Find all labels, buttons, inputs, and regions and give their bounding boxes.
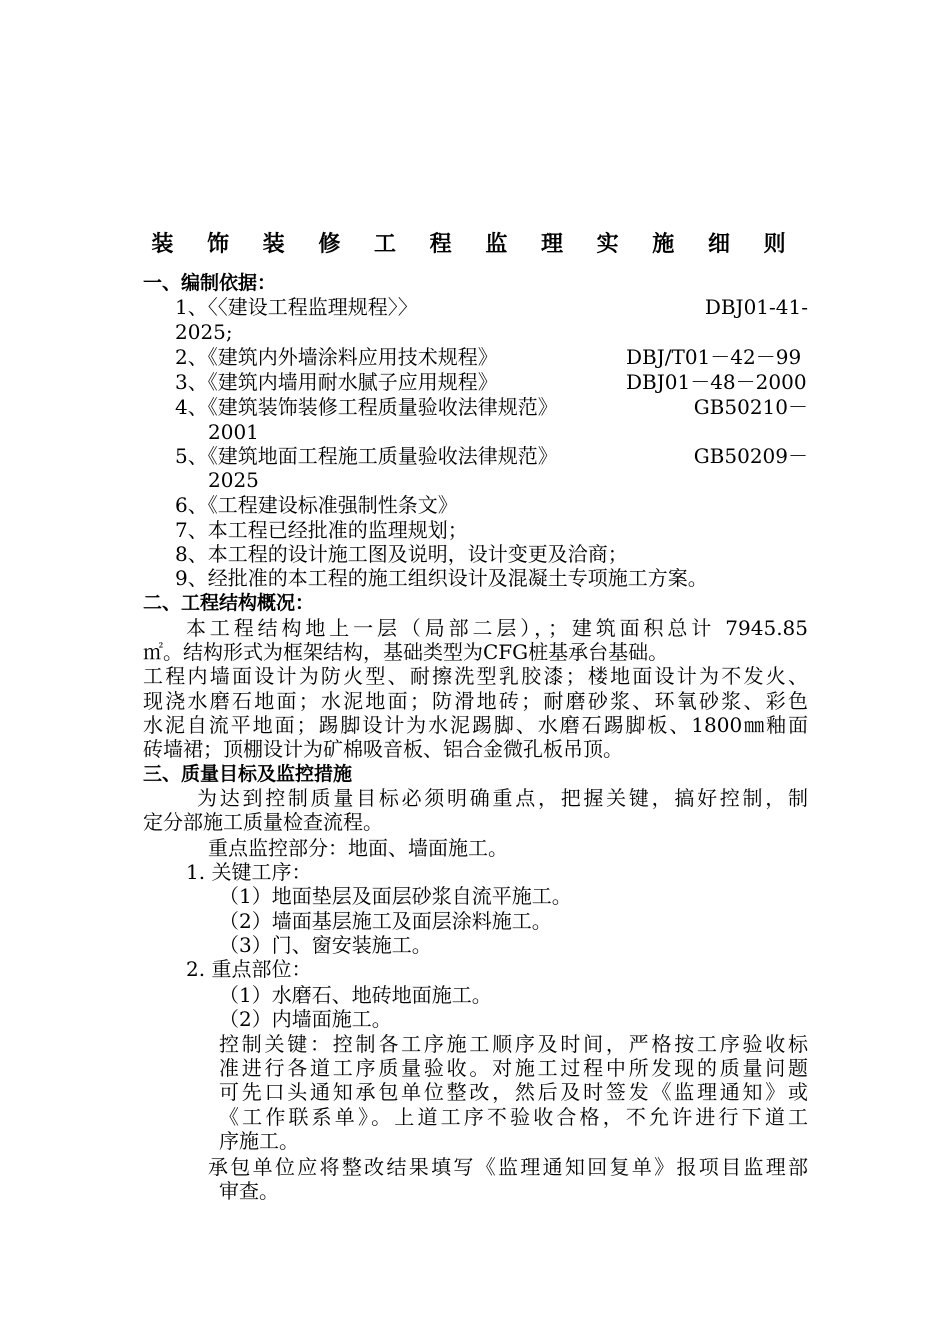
basis-item-5-code: GB50209－ [693, 444, 808, 468]
control-line-4: 《工作联系单》。上道工序不验收合格，不允许进行下道工 [219, 1105, 808, 1129]
overview-line-5: 水泥自流平地面；踢脚设计为水泥踢脚、水磨石踢脚板、1800㎜釉面 [143, 713, 808, 737]
overview-line-4: 现浇水磨石地面；水泥地面；防滑地砖；耐磨砂浆、环氧砂浆、彩色 [143, 689, 808, 713]
overview-line-1: 本工程结构地上一层（局部二层），；建筑面积总计 7945.85 [186, 616, 808, 640]
document-title: 装 饰 装 修 工 程 监 理 实 施 细 则 [151, 232, 799, 257]
key-process-item-3: （3）门、窗安装施工。 [219, 933, 432, 957]
key-process-item-2: （2）墙面基层施工及面层涂料施工。 [219, 909, 552, 933]
basis-item-3-code: DBJ01－48－2000 [626, 370, 807, 394]
key-process-item-1: （1）地面垫层及面层砂浆自流平施工。 [219, 884, 572, 908]
basis-item-1-code: DBJ01-41- [704, 295, 808, 319]
key-parts-item-2: （2）内墙面施工。 [219, 1007, 392, 1031]
key-process-label: 1. 关键工序： [186, 860, 312, 884]
basis-item-4-code: GB50210－ [693, 395, 808, 419]
control-line-2: 准进行各道工序质量验收。对施工过程中所发现的质量问题 [219, 1056, 808, 1080]
basis-item-1-cont: 2025; [175, 320, 233, 344]
key-parts-label: 2. 重点部位： [186, 957, 312, 981]
section-heading-overview: 二、工程结构概况： [143, 592, 315, 614]
section-heading-quality: 三、质量目标及监控措施 [143, 763, 353, 785]
control-line-1: 控制关键：控制各工序施工顺序及时间，严格按工序验收标 [219, 1032, 808, 1056]
basis-item-2-code: DBJ/T01－42－99 [626, 345, 802, 369]
basis-item-5-cont: 2025 [208, 468, 259, 492]
basis-item-7: 7、本工程已经批准的监理规划； [175, 518, 468, 542]
basis-item-4-cont: 2001 [208, 420, 259, 444]
key-parts-item-1: （1）水磨石、地砖地面施工。 [219, 983, 492, 1007]
basis-item-4: 4、《建筑装饰装修工程质量验收法律规范》 [175, 395, 558, 419]
reply-line-2: 审查。 [219, 1179, 279, 1203]
overview-line-6: 砖墙裙；顶棚设计为矿棉吸音板、铝合金微孔板吊顶。 [143, 737, 623, 761]
basis-item-1: 1、〈〈建设工程监理规程〉〉 [175, 295, 418, 319]
basis-item-5: 5、《建筑地面工程施工质量验收法律规范》 [175, 444, 558, 468]
section-heading-basis: 一、编制依据： [143, 272, 277, 294]
quality-intro-line-1: 为达到控制质量目标必须明确重点，把握关键，搞好控制，制 [197, 786, 808, 810]
basis-item-9: 9、经批准的本工程的施工组织设计及混凝土专项施工方案。 [175, 566, 708, 590]
basis-item-3: 3、《建筑内墙用耐水腻子应用规程》 [175, 370, 498, 394]
quality-intro-line-2: 定分部施工质量检查流程。 [143, 810, 383, 834]
control-line-3: 可先口头通知承包单位整改，然后及时签发《监理通知》或 [219, 1080, 808, 1104]
basis-item-2: 2、《建筑内外墙涂料应用技术规程》 [175, 345, 498, 369]
reply-line-1: 承包单位应将整改结果填写《监理通知回复单》报项目监理部 [208, 1155, 808, 1179]
control-line-5: 序施工。 [219, 1129, 299, 1153]
basis-item-8: 8、本工程的设计施工图及说明，设计变更及洽商； [175, 542, 628, 566]
quality-focus: 重点监控部分：地面、墙面施工。 [208, 836, 508, 860]
overview-line-2: ㎡。结构形式为框架结构，基础类型为CFG桩基承台基础。 [143, 640, 669, 664]
basis-item-6: 6、《工程建设标准强制性条文》 [175, 493, 458, 517]
overview-line-3: 工程内墙面设计为防火型、耐擦洗型乳胶漆；楼地面设计为不发火、 [143, 664, 808, 688]
